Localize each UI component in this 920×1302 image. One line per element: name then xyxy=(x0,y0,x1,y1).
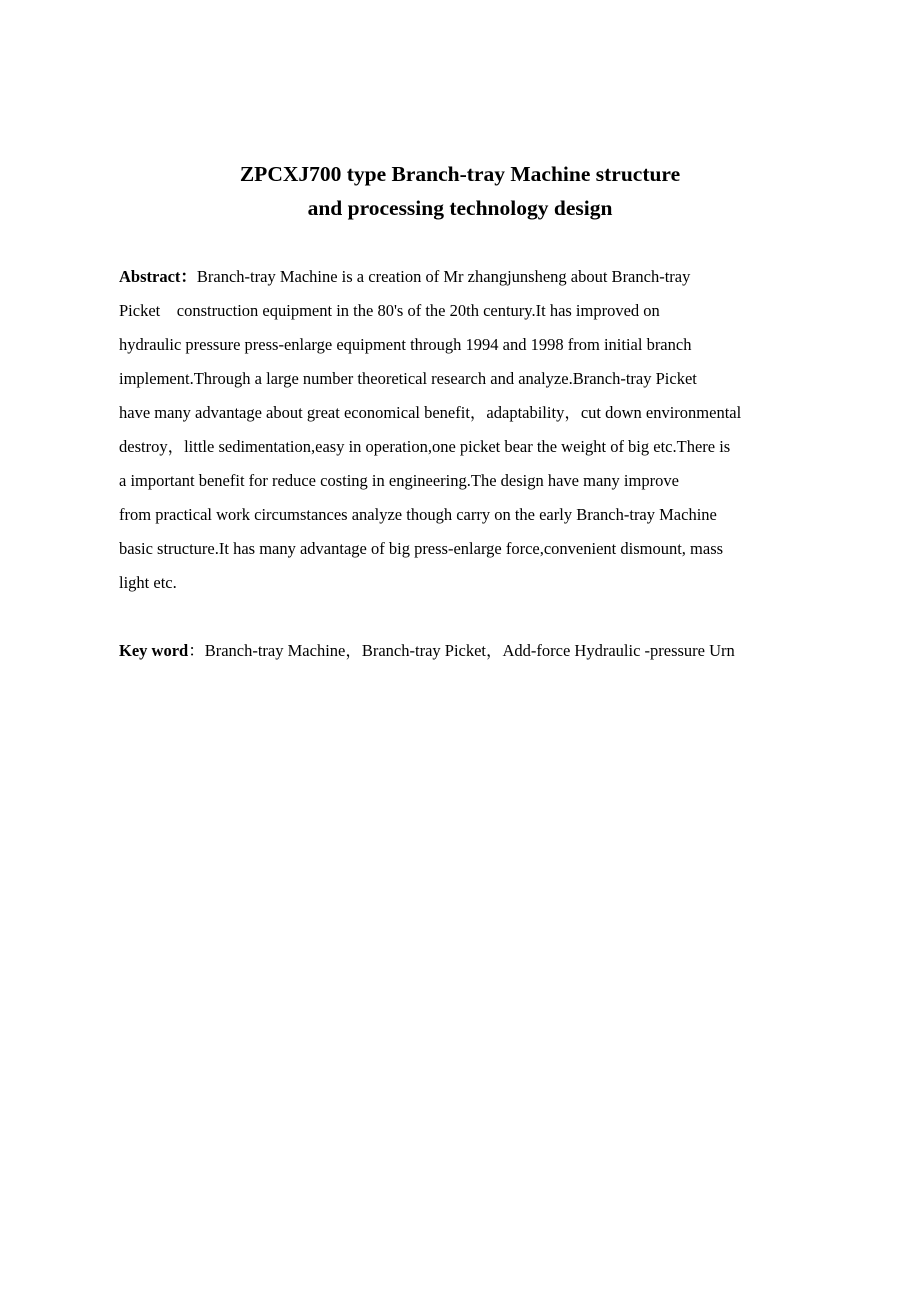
abstract-line-3: hydraulic pressure press-enlarge equipment through 1994 and 1998 from initial branch xyxy=(119,335,692,354)
abstract-line-9: basic structure.It has many advantage of big press-enlarge force,convenient dismount, mass xyxy=(119,539,724,558)
document-title xyxy=(0,157,920,225)
title-line-2: and processing technology design xyxy=(307,196,613,220)
keywords-section xyxy=(119,634,819,668)
title-line-1: ZPCXJ700 type Branch-tray Machine structure xyxy=(239,162,681,186)
abstract-line-5: have many advantage about great economical benefit，adaptability，cut down environmental xyxy=(119,403,742,422)
keywords-list: ：Branch-tray Machine，Branch-tray Picket，Add-force Hydraulic -pressure Urn xyxy=(188,641,735,660)
abstract-line-10: light etc. xyxy=(119,573,177,592)
abstract-section xyxy=(119,260,809,600)
abstract-line-4: implement.Through a large number theoretical research and analyze.Branch-tray Picket xyxy=(119,369,697,388)
abstract-line-2: Picket construction equipment in the 80's of the 20th century.It has improved on xyxy=(119,301,660,320)
abstract-label: Abstract： xyxy=(119,267,197,286)
abstract-line-8: from practical work circumstances analyze though carry on the early Branch-tray Machine xyxy=(119,505,717,524)
keywords-label: Key word xyxy=(119,641,189,660)
abstract-line-1 xyxy=(119,260,809,294)
abstract-text-1: Branch-tray Machine is a creation of Mr zhangjunsheng about Branch-tray xyxy=(196,267,691,286)
abstract-line-7: a important benefit for reduce costing in engineering.The design have many improve xyxy=(119,471,679,490)
abstract-line-6: destroy，little sedimentation,easy in operation,one picket bear the weight of big etc.There is xyxy=(119,437,731,456)
